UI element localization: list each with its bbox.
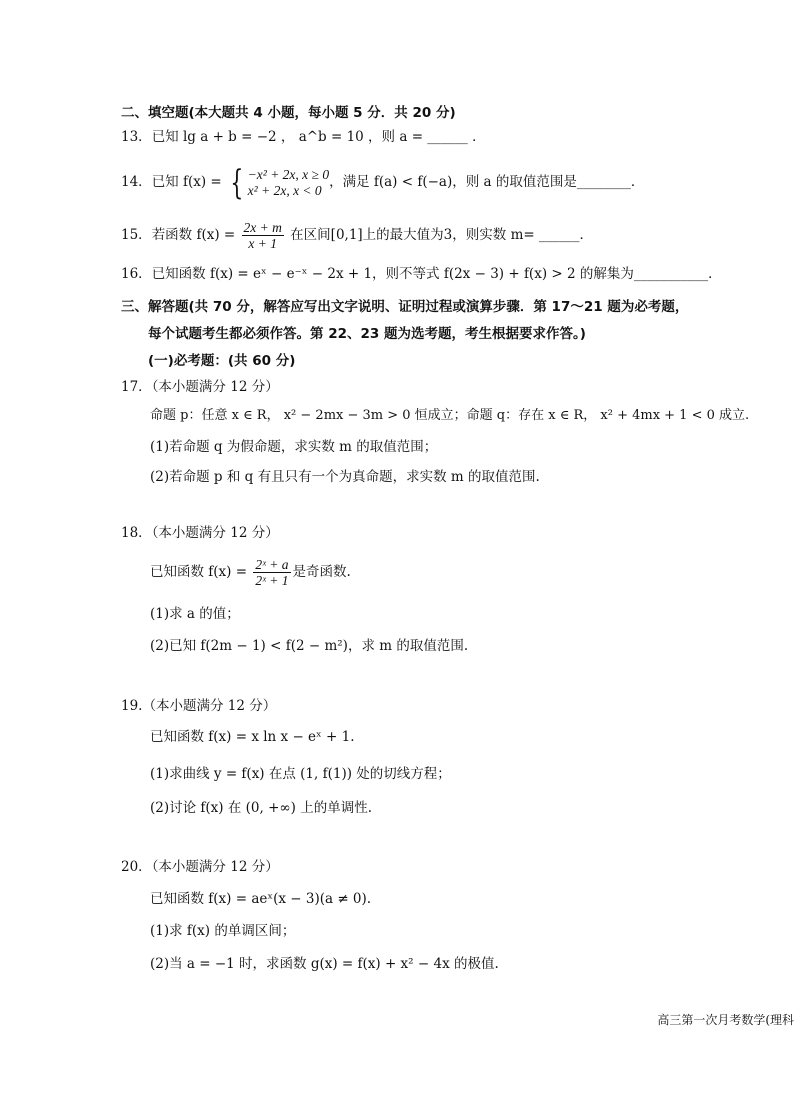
question-16 (121, 265, 722, 283)
question-14-pre: 已知 f(x) = (151, 174, 227, 190)
question-18-part-1: (1)求 a 的值； (150, 606, 240, 622)
question-18-header (121, 524, 279, 542)
question-20-part-2: (2)当 a = −1 时，求函数 g(x) = f(x) + x² − 4x 的极值. (150, 956, 499, 972)
question-17-part-1: (1)若命题 q 为假命题，求实数 m 的取值范围； (150, 439, 438, 455)
question-15-post: 在区间[0,1]上的最大值为3，则实数 m= ______． (285, 227, 593, 243)
question-16-text: 已知函数 f(x) = eˣ − e⁻ˣ − 2x + 1，则不等式 f(2x − 3) + f(x) > 2 的解集为___________． (151, 266, 722, 282)
question-20-score: （本小题满分 12 分） (151, 859, 279, 875)
question-18-post: 是奇函数. (292, 564, 351, 580)
question-15-number: 15． (121, 227, 152, 243)
section-2-heading: 二、填空题(本大题共 4 小题，每小题 5 分．共 20 分) (121, 105, 456, 121)
question-18-fraction (253, 557, 290, 588)
question-20-number: 20． (121, 859, 152, 875)
fraction-numerator: 2x + m (243, 220, 282, 235)
question-19-part-1: (1)求曲线 y = f(x) 在点 (1, f(1)) 处的切线方程； (150, 766, 451, 782)
question-15-fraction (242, 220, 284, 251)
question-17-score: （本小题满分 12 分） (151, 379, 279, 395)
question-15-pre: 若函数 f(x) = (151, 227, 240, 243)
question-18-part-2: (2)已知 f(2m − 1) < f(2 − m²)，求 m 的取值范围. (150, 638, 469, 654)
question-20-stem: 已知函数 f(x) = aeˣ(x − 3)(a ≠ 0). (150, 891, 372, 907)
piecewise-cases (248, 167, 329, 199)
question-16-number: 16． (121, 266, 152, 282)
question-20-header (121, 858, 279, 876)
question-19-score: （本小题满分 12 分） (142, 698, 277, 714)
fraction-denominator: x + 1 (248, 236, 278, 251)
piecewise-case-1: −x² + 2x, x ≥ 0 (247, 166, 330, 182)
question-17-header (121, 378, 279, 396)
question-19-part-2: (2)讨论 f(x) 在 (0, +∞) 上的单调性. (150, 800, 372, 816)
question-19-number: 19. (121, 698, 143, 714)
question-13 (121, 128, 486, 146)
question-13-number: 13． (121, 129, 152, 145)
question-19-stem: 已知函数 f(x) = x ln x − eˣ + 1. (150, 729, 355, 745)
fraction-numerator: 2ˣ + a (255, 557, 289, 572)
question-15 (121, 218, 593, 252)
question-18-stem (150, 555, 351, 589)
piecewise-case-2: x² + 2x, x < 0 (247, 182, 322, 198)
fraction-denominator: 2ˣ + 1 (255, 573, 289, 588)
question-14-post: ，满足 f(a) < f(−a)，则 a 的取值范围是________． (329, 174, 645, 190)
section-3-heading-line-2: 每个试题考生都必须作答。第 22、23 题为选考题，考生根据要求作答。) (148, 326, 586, 342)
question-17-number: 17． (121, 379, 152, 395)
question-18-number: 18． (121, 525, 152, 541)
question-14-number: 14． (121, 174, 152, 190)
question-14 (121, 162, 645, 203)
question-19-header (121, 697, 276, 715)
question-13-text: 已知 lg a + b = −2 ， a^b = 10 ，则 a = ______ ． (151, 129, 486, 145)
question-20-part-1: (1)求 f(x) 的单调区间； (150, 923, 296, 939)
question-17-stem: 命题 p：任意 x ∈ R， x² − 2mx − 3m > 0 恒成立；命题 q：存在 x ∈ R， x² + 4mx + 1 < 0 成立. (150, 408, 750, 423)
page-footer: 高三第一次月考数学(理科 (657, 1013, 794, 1027)
piecewise-brace: { (230, 162, 244, 203)
question-17-part-2: (2)若命题 p 和 q 有且只有一个为真命题，求实数 m 的取值范围. (150, 469, 540, 485)
section-3-subheading: (一)必考题：(共 60 分) (148, 353, 296, 369)
question-18-pre: 已知函数 f(x) = (150, 564, 252, 580)
question-18-score: （本小题满分 12 分） (151, 525, 279, 541)
section-3-heading-line-1: 三、解答题(共 70 分，解答应写出文字说明、证明过程或演算步骤．第 17～21 题为必考题， (121, 299, 689, 315)
